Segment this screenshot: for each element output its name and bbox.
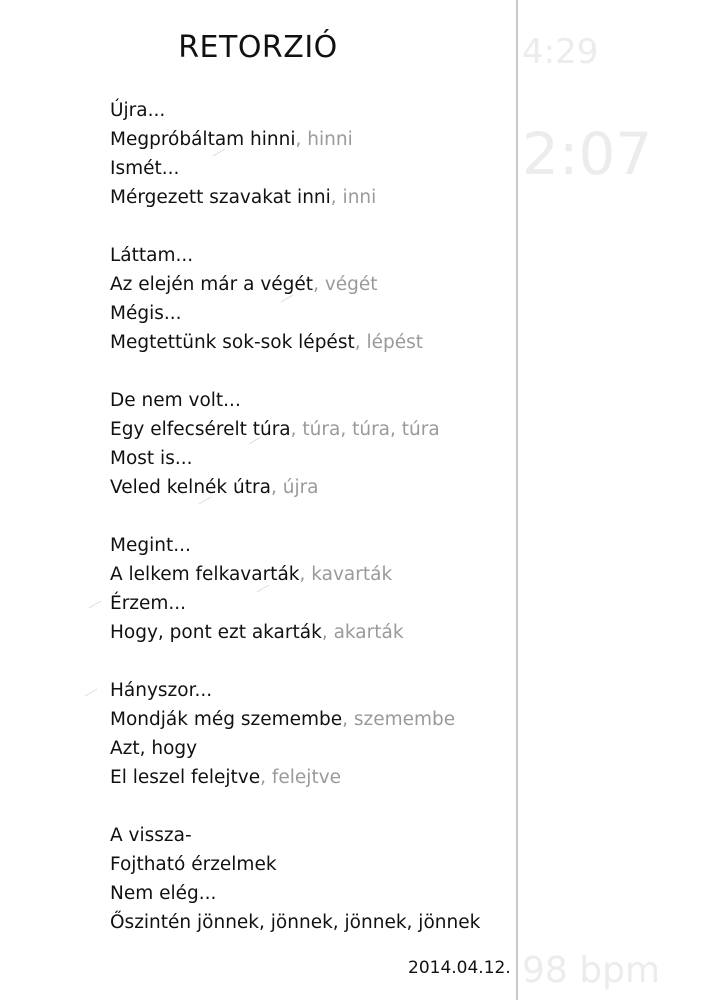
line-text: Mérgezett szavakat inni	[110, 187, 331, 208]
line-text: Mégis...	[110, 303, 182, 324]
line-echo: , felejtve	[260, 767, 342, 788]
line-text: Egy elfecsérelt túra	[110, 419, 291, 440]
decorative-mark	[85, 689, 98, 697]
line-text: Megint...	[110, 535, 191, 556]
line-text: Hogy, pont ezt akarták	[110, 622, 322, 643]
line-text: Hányszor...	[110, 680, 213, 701]
stanza	[110, 821, 510, 937]
poem-line	[110, 96, 510, 125]
line-text: El leszel felejtve	[110, 767, 261, 788]
poem-body	[110, 96, 510, 966]
poem-line	[110, 125, 510, 154]
line-echo: , akarták	[321, 622, 404, 643]
line-echo: , újra	[270, 477, 319, 498]
line-text: Az elején már a végét	[110, 274, 314, 295]
line-text: Érzem...	[110, 593, 187, 614]
stanza	[110, 386, 510, 502]
poem-line	[110, 879, 510, 908]
line-echo: , inni	[330, 187, 377, 208]
stanza	[110, 676, 510, 792]
line-text: Veled kelnék útra	[110, 477, 271, 498]
line-echo: , hinni	[295, 129, 353, 150]
poem-line	[110, 589, 510, 618]
line-text: Most is...	[110, 448, 193, 469]
poem-line	[110, 415, 510, 444]
poem-line	[110, 154, 510, 183]
line-text: Fojtható érzelmek	[110, 854, 277, 875]
poem-line	[110, 531, 510, 560]
poem-line	[110, 734, 510, 763]
line-text: Ismét...	[110, 158, 180, 179]
line-echo: , lépést	[354, 332, 424, 353]
line-text: A lelkem felkavarták	[110, 564, 300, 585]
line-text: Mondják még szemembe	[110, 709, 343, 730]
poem-line	[110, 821, 510, 850]
poem-line	[110, 763, 510, 792]
stanza	[110, 531, 510, 647]
poem-line	[110, 705, 510, 734]
line-text: Nem elég...	[110, 883, 217, 904]
line-echo: , szemembe	[342, 709, 456, 730]
poem-line	[110, 241, 510, 270]
line-text: Megtettünk sok-sok lépést	[110, 332, 355, 353]
line-echo: , kavarták	[299, 564, 393, 585]
line-echo: , végét	[313, 274, 378, 295]
line-text: Újra...	[110, 100, 166, 121]
poem-line	[110, 908, 510, 937]
poem-line	[110, 183, 510, 212]
poem-line	[110, 473, 510, 502]
decorative-mark	[89, 601, 102, 609]
line-text: Őszintén jönnek, jönnek, jönnek, jönnek	[110, 912, 481, 933]
line-text: Láttam...	[110, 245, 194, 266]
poem-line	[110, 386, 510, 415]
elapsed-time: 2:07	[522, 120, 653, 188]
poem-line	[110, 560, 510, 589]
stanza	[110, 241, 510, 357]
tempo-bpm: 98 bpm	[522, 950, 661, 991]
poem-title: RETORZIÓ	[178, 30, 338, 65]
poem-line	[110, 328, 510, 357]
poem-line	[110, 850, 510, 879]
line-text: Azt, hogy	[110, 738, 198, 759]
stanza	[110, 96, 510, 212]
poem-line	[110, 618, 510, 647]
duration-time: 4:29	[522, 32, 599, 72]
poem-line	[110, 676, 510, 705]
vertical-divider	[516, 0, 518, 1000]
line-text: De nem volt...	[110, 390, 241, 411]
poem-line	[110, 444, 510, 473]
poem-date: 2014.04.12.	[408, 958, 511, 978]
poem-line	[110, 299, 510, 328]
line-echo: , túra, túra, túra	[290, 419, 440, 440]
line-text: Megpróbáltam hinni	[110, 129, 296, 150]
line-text: A vissza-	[110, 825, 192, 846]
poem-line	[110, 270, 510, 299]
